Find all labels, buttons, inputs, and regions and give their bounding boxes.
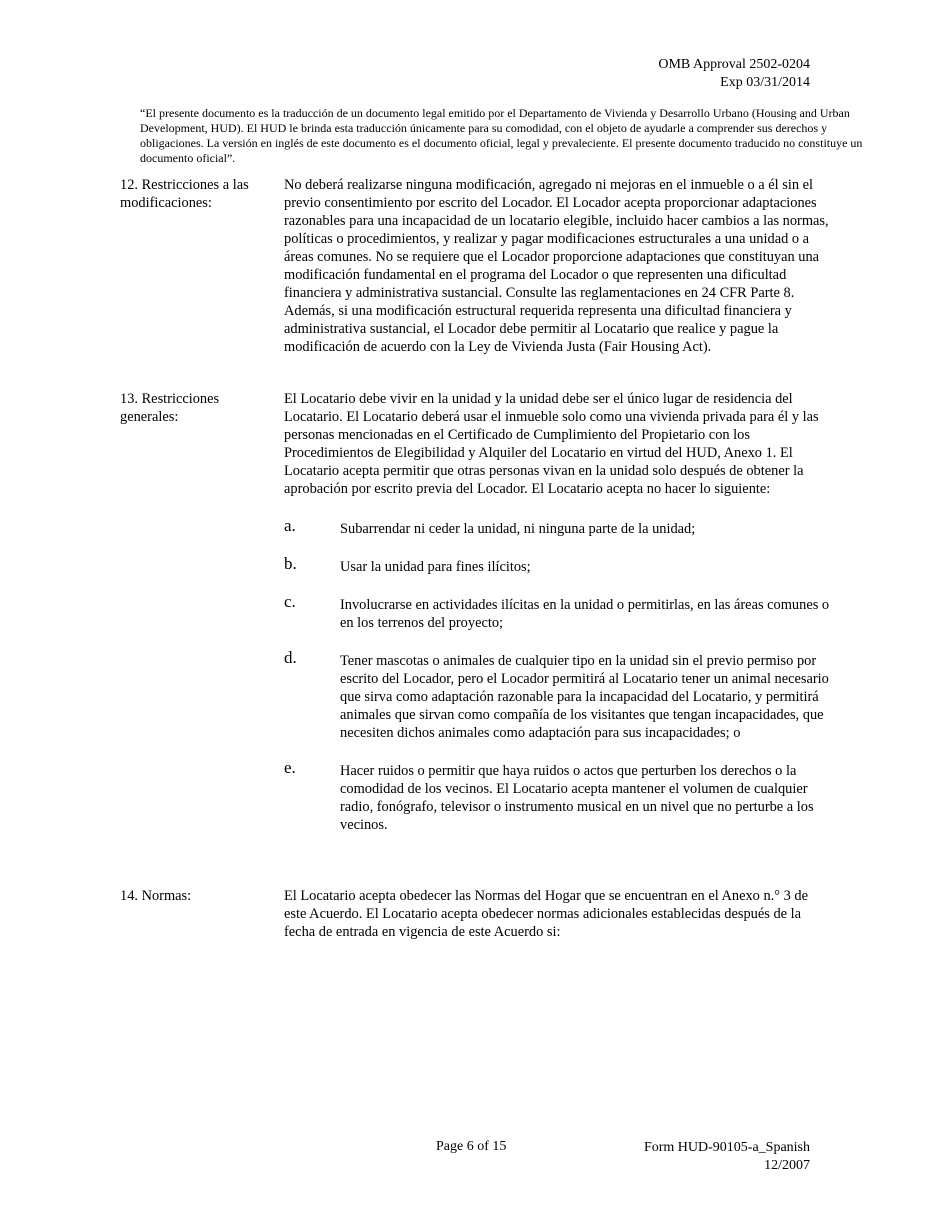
list-item [284, 758, 830, 834]
section-12 [120, 176, 830, 356]
list-item-letter: d. [284, 648, 297, 667]
section-14-label: 14. Normas: [120, 888, 192, 904]
list-item-text: Subarrendar ni ceder la unidad, ni ninguna parte de la unidad; [340, 521, 696, 537]
section-14 [120, 887, 830, 941]
list-item-letter: c. [284, 592, 296, 611]
list-item [284, 554, 830, 576]
omb-approval-number: OMB Approval 2502-0204 [658, 57, 810, 72]
list-item [284, 592, 830, 632]
restrictions-list [284, 516, 830, 834]
list-item-text: Involucrarse en actividades ilícitas en la unidad o permitirlas, en las áreas comunes o en los terrenos del proyecto; [340, 597, 830, 631]
omb-approval-block [658, 56, 810, 92]
list-item-letter: b. [284, 554, 297, 573]
omb-expiration-date: Exp 03/31/2014 [720, 75, 810, 90]
form-date: 12/2007 [764, 1158, 810, 1173]
page-number: Page 6 of 15 [436, 1139, 507, 1154]
form-number: Form HUD-90105-a_Spanish [643, 1140, 810, 1155]
form-id-block [644, 1139, 810, 1175]
list-item-text: Usar la unidad para fines ilícitos; [340, 559, 531, 575]
section-13-label: 13. Restricciones generales: [120, 391, 220, 425]
list-item-text: Tener mascotas o animales de cualquier tipo en la unidad sin el previo permiso por escrito del Locador, pero el Locador permitirá al Locatario tener un animal necesario que sirva como adaptación razonable para la incapacidad del Locatario, y permitirá animales que sirvan como compañía de los visitantes que tengan incapacidades, que necesiten dichos animales como adaptación para sus incapacidades; o [340, 653, 829, 741]
translation-notice: “El presente documento es la traducción de un documento legal emitido por el Departamento de Vivienda y Desarrollo Urbano (Housing and Urban Development, HUD). El HUD le brinda esta traducción únicamente para su comodidad, con el objeto de ayudarle a comprender sus derechos y obligaciones. La versión en inglés de este documento es el documento oficial, legal y prevaleciente. El presente documento traducido no constituye un documento oficial”. [140, 106, 863, 165]
section-13-body: El Locatario debe vivir en la unidad y la unidad debe ser el único lugar de residencia del Locatario. El Locatario deberá usar el inmueble solo como una vivienda privada para él y las personas mencionadas en el Certificado de Cumplimiento del Propietario con los Procedimientos de Elegibilidad y Alquiler del Locatario en virtud del HUD, Anexo 1. El Locatario acepta permitir que otras personas vivan en la unidad solo después de obtener la aprobación por escrito previa del Locador. El Locatario acepta no hacer lo siguiente: [284, 391, 819, 497]
list-item [284, 516, 830, 538]
section-13 [120, 390, 830, 834]
list-item-text: Hacer ruidos o permitir que haya ruidos o actos que perturben los derechos o la comodidad de los vecinos. El Locatario acepta mantener el volumen de cualquier radio, fonógrafo, televisor o instrumento musical en un nivel que no perturbe a los vecinos. [340, 763, 814, 833]
section-14-body: El Locatario acepta obedecer las Normas del Hogar que se encuentran en el Anexo n.° 3 de este Acuerdo. El Locatario acepta obedecer normas adicionales establecidas después de la fecha de entrada en vigencia de este Acuerdo si: [284, 888, 808, 940]
list-item [284, 648, 830, 742]
section-12-label: 12. Restricciones a las modificaciones: [120, 177, 249, 211]
list-item-letter: e. [284, 758, 296, 777]
list-item-letter: a. [284, 516, 296, 535]
section-12-body: No deberá realizarse ninguna modificación, agregado ni mejoras en el inmueble o a él sin el previo consentimiento por escrito del Locador. El Locador acepta proporcionar adaptaciones razonables para una incapacidad de un locatario elegible, incluido hacer cambios a las normas, políticas o procedimientos, y realizar y pagar modificaciones estructurales a una unidad o a áreas comunes. No se requiere que el Locador proporcione adaptaciones que constituyan una modificación fundamental en el programa del Locador o que representen una dificultad financiera y administrativa sustancial. Consulte las reglamentaciones en 24 CFR Parte 8. Además, si una modificación estructural requerida representa una dificultad financiera y administrativa sustancial, el Locador debe permitir al Locatario que realice y pague la modificación de acuerdo con la Ley de Vivienda Justa (Fair Housing Act). [284, 177, 829, 355]
